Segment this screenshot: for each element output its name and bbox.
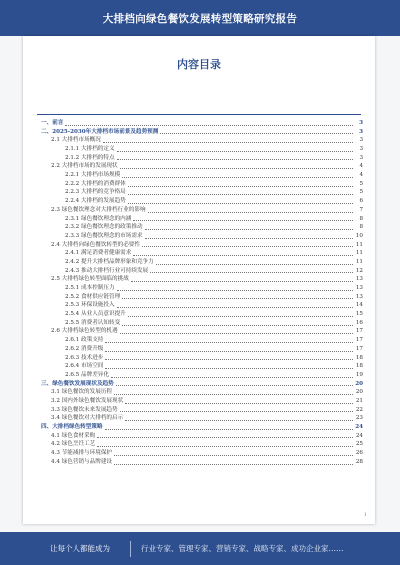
toc-entry-page: 5 <box>359 180 363 187</box>
toc-entry-label: 2.1.1 大排档的定义 <box>65 146 115 153</box>
toc-leader-dots <box>114 464 353 465</box>
toc-entry-page: 18 <box>355 363 363 370</box>
toc-entry-label: 2.5.5 消费者认知转变 <box>65 319 121 326</box>
toc-leader-dots <box>142 246 353 247</box>
toc-leader-dots <box>105 342 353 343</box>
toc-entry-label: 3.1 绿色餐饮的发展历程 <box>51 389 113 396</box>
toc-leader-dots <box>145 238 353 239</box>
toc-entry[interactable] <box>37 223 363 232</box>
toc-leader-dots <box>117 290 353 291</box>
toc-entry[interactable] <box>37 293 363 302</box>
toc-entry-page: 28 <box>355 458 363 465</box>
toc-entry-page: 18 <box>355 354 363 361</box>
toc-entry-label: 2.3.2 绿色餐饮理念的政策推动 <box>65 224 143 231</box>
toc-leader-dots <box>120 411 353 412</box>
toc-entry-label: 三、绿色餐饮发展现状及趋势 <box>41 380 114 387</box>
toc-entry-page: 7 <box>359 206 363 213</box>
toc-entry-page: 25 <box>355 441 363 448</box>
toc-entry-label: 2.2.2 大排档的消费群体 <box>65 180 126 187</box>
toc-page <box>23 36 375 524</box>
toc-entry[interactable] <box>37 354 363 363</box>
toc-entry-page: 21 <box>355 397 363 404</box>
toc-leader-dots <box>133 255 353 256</box>
toc-leader-dots <box>114 394 353 395</box>
toc-leader-dots <box>122 298 353 299</box>
footer-tagline: 行业专家、管理专家、营销专家、战略专家、成功企业家…… <box>141 544 344 553</box>
toc-entry-page: 5 <box>359 189 363 196</box>
report-footer <box>0 532 400 565</box>
toc-entry-page: 24 <box>355 424 363 431</box>
toc-entry[interactable] <box>37 319 363 328</box>
toc-entry-page: 23 <box>355 415 363 422</box>
toc-entry-label: 2.2 大排档市场的发展现状 <box>51 163 118 170</box>
toc-leader-dots <box>103 142 353 143</box>
toc-entry-page: 16 <box>355 319 363 326</box>
toc-entry-page: 4 <box>359 163 363 170</box>
toc-entry[interactable] <box>37 345 363 354</box>
toc-entry[interactable] <box>37 380 363 389</box>
toc-entry[interactable] <box>37 388 363 397</box>
toc-entry[interactable] <box>37 371 363 380</box>
toc-leader-dots <box>128 203 353 204</box>
toc-entry-label: 2.4 大排档向绿色餐饮转型的必要性 <box>51 241 140 248</box>
toc-entry[interactable] <box>37 258 363 267</box>
toc-entry-label: 2.3.1 绿色餐饮理念的内涵 <box>65 215 132 222</box>
toc-entry-page: 11 <box>355 258 363 265</box>
toc-entry[interactable] <box>37 171 363 180</box>
toc-entry-label: 2.2.4 大排档的发展趋势 <box>65 198 126 205</box>
toc-leader-dots <box>120 333 353 334</box>
toc-entry-label: 2.3.3 绿色餐饮理念的市场需求 <box>65 232 143 239</box>
toc-entry-label: 4.3 节能减排与环境保护 <box>51 450 113 457</box>
toc-entry-page: 13 <box>355 285 363 292</box>
toc-leader-dots <box>105 429 353 430</box>
toc-entry[interactable] <box>37 180 363 189</box>
toc-entry-page: 6 <box>359 198 363 205</box>
toc-entry-page: 3 <box>359 128 363 135</box>
toc-entry[interactable] <box>37 232 363 241</box>
footer-slogan: 让每个人都能成为 <box>50 544 110 553</box>
toc-entry-label: 2.4.2 提升大排档品牌形象和竞争力 <box>65 258 154 265</box>
toc-entry[interactable] <box>37 128 363 137</box>
toc-entry[interactable] <box>37 284 363 293</box>
toc-entry-page: 19 <box>355 371 363 378</box>
toc-entry[interactable] <box>37 249 363 258</box>
toc-entry[interactable] <box>37 189 363 198</box>
toc-entry[interactable] <box>37 197 363 206</box>
toc-leader-dots <box>128 186 353 187</box>
toc-leader-dots <box>105 359 353 360</box>
toc-leader-dots <box>65 125 353 126</box>
toc-leader-dots <box>97 437 353 438</box>
toc-entry-label: 2.3 绿色餐饮理念对大排档行业的影响 <box>51 206 146 213</box>
toc-list <box>37 119 363 467</box>
toc-entry[interactable] <box>37 119 363 128</box>
toc-entry-page: 20 <box>355 389 363 396</box>
toc-entry-label: 2.1.2 大排档的特点 <box>65 154 115 161</box>
toc-entry-label: 2.6.1 政策支持 <box>65 337 104 344</box>
toc-entry-label: 2.5.3 环保设施投入 <box>65 302 115 309</box>
toc-entry[interactable] <box>37 301 363 310</box>
toc-entry-label: 2.5.2 食材供应链管理 <box>65 293 121 300</box>
toc-entry[interactable] <box>37 145 363 154</box>
toc-entry-label: 2.5.4 从业人员意识提升 <box>65 311 126 318</box>
toc-entry-label: 2.6 大排档绿色转型的机遇 <box>51 328 118 335</box>
toc-leader-dots <box>131 281 353 282</box>
toc-divider <box>37 114 361 115</box>
toc-entry-page: 8 <box>359 224 363 231</box>
toc-leader-dots <box>128 316 353 317</box>
toc-entry-label: 4.1 绿色食材采购 <box>51 432 96 439</box>
toc-entry[interactable] <box>37 310 363 319</box>
toc-entry-label: 2.4.3 推动大排档行业可持续发展 <box>65 267 149 274</box>
toc-leader-dots <box>122 177 353 178</box>
toc-entry-page: 24 <box>355 432 363 439</box>
toc-entry[interactable] <box>37 136 363 145</box>
toc-leader-dots <box>117 151 353 152</box>
toc-leader-dots <box>160 133 353 134</box>
toc-entry[interactable] <box>37 336 363 345</box>
toc-entry-label: 二、2025-2030年大排档市场前景及趋势预测 <box>41 128 159 135</box>
toc-entry-page: 12 <box>355 267 363 274</box>
toc-leader-dots <box>116 385 353 386</box>
toc-entry-label: 4.2 绿色烹饪工艺 <box>51 441 96 448</box>
toc-leader-dots <box>122 325 353 326</box>
toc-entry-label: 2.6.4 市场空间 <box>65 363 104 370</box>
toc-entry-page: 20 <box>355 380 363 387</box>
toc-leader-dots <box>133 220 353 221</box>
toc-entry-page: 13 <box>355 276 363 283</box>
toc-leader-dots <box>125 403 353 404</box>
report-header <box>0 0 400 36</box>
toc-entry-label: 3.2 国内外绿色餐饮发展现状 <box>51 397 124 404</box>
toc-entry-label: 2.6.2 消费升级 <box>65 345 104 352</box>
page-number: 1 <box>363 512 367 518</box>
toc-leader-dots <box>156 264 353 265</box>
toc-entry-page: 10 <box>355 232 363 239</box>
toc-entry[interactable] <box>37 406 363 415</box>
toc-entry-page: 11 <box>355 250 363 257</box>
toc-entry-page: 22 <box>355 406 363 413</box>
toc-leader-dots <box>120 168 353 169</box>
toc-entry-label: 2.2.3 大排档的竞争格局 <box>65 189 126 196</box>
toc-entry-page: 15 <box>355 311 363 318</box>
toc-entry[interactable] <box>37 162 363 171</box>
toc-entry[interactable] <box>37 423 363 432</box>
toc-entry-page: 4 <box>359 172 363 179</box>
toc-title: 内容目录 <box>177 58 221 71</box>
toc-entry-label: 一、前言 <box>41 119 64 126</box>
toc-entry[interactable] <box>37 241 363 250</box>
toc-entry[interactable] <box>37 397 363 406</box>
toc-entry-page: 3 <box>359 137 363 144</box>
toc-leader-dots <box>114 455 353 456</box>
toc-leader-dots <box>148 212 353 213</box>
toc-leader-dots <box>150 272 353 273</box>
toc-entry-page: 17 <box>355 328 363 335</box>
toc-entry-page: 11 <box>355 241 363 248</box>
toc-leader-dots <box>105 351 353 352</box>
toc-entry-page: 26 <box>355 450 363 457</box>
toc-entry[interactable] <box>37 362 363 371</box>
toc-entry-label: 3.3 绿色餐饮未来发展趋势 <box>51 406 118 413</box>
toc-leader-dots <box>145 229 353 230</box>
toc-entry-label: 2.1 大排档市场概况 <box>51 137 101 144</box>
toc-entry[interactable] <box>37 206 363 215</box>
toc-entry-label: 2.5 大排档绿色转型面临的挑战 <box>51 276 129 283</box>
toc-entry-page: 17 <box>355 345 363 352</box>
toc-entry-page: 3 <box>359 154 363 161</box>
toc-entry-label: 2.5.1 成本控制压力 <box>65 285 115 292</box>
toc-entry-label: 3.4 绿色餐饮对大排档的启示 <box>51 415 124 422</box>
toc-entry[interactable] <box>37 154 363 163</box>
toc-leader-dots <box>105 368 353 369</box>
report-title: 大排档向绿色餐饮发展转型策略研究报告 <box>102 12 298 25</box>
toc-leader-dots <box>97 446 353 447</box>
toc-entry-page: 17 <box>355 337 363 344</box>
toc-leader-dots <box>111 377 353 378</box>
toc-entry[interactable] <box>37 432 363 441</box>
toc-entry-label: 2.4.1 满足消费者健康需求 <box>65 250 132 257</box>
toc-entry-page: 14 <box>355 302 363 309</box>
toc-entry-label: 2.6.3 技术进步 <box>65 354 104 361</box>
toc-entry[interactable] <box>37 449 363 458</box>
toc-entry[interactable] <box>37 440 363 449</box>
toc-entry-page: 3 <box>359 146 363 153</box>
toc-entry[interactable] <box>37 215 363 224</box>
toc-entry-page: 3 <box>359 119 363 126</box>
toc-entry-page: 13 <box>355 293 363 300</box>
toc-entry-label: 四、大排档绿色转型策略 <box>41 424 103 431</box>
toc-leader-dots <box>117 159 353 160</box>
toc-entry-page: 8 <box>359 215 363 222</box>
footer-divider <box>130 541 131 557</box>
toc-entry-label: 2.2.1 大排档市场规模 <box>65 172 121 179</box>
toc-leader-dots <box>125 420 353 421</box>
toc-entry[interactable] <box>37 275 363 284</box>
toc-entry[interactable] <box>37 458 363 467</box>
toc-entry[interactable] <box>37 414 363 423</box>
toc-entry[interactable] <box>37 328 363 337</box>
toc-leader-dots <box>128 194 353 195</box>
toc-entry-label: 4.4 绿色营销与品牌建设 <box>51 458 113 465</box>
toc-entry-label: 2.6.5 品牌差异化 <box>65 371 109 378</box>
toc-entry[interactable] <box>37 267 363 276</box>
toc-leader-dots <box>117 307 353 308</box>
